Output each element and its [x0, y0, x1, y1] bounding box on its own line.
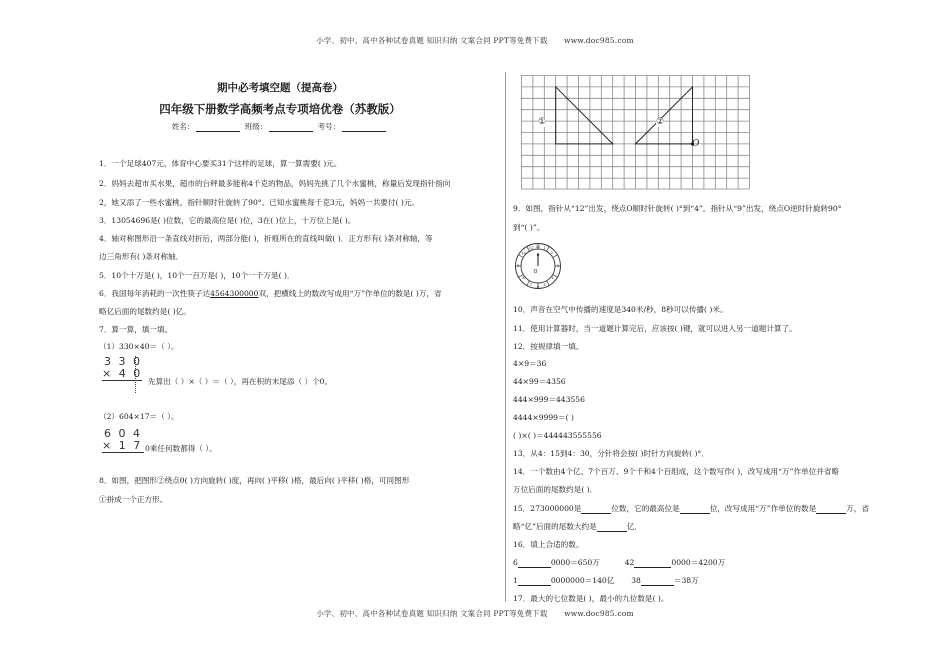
question-15-line-1 — [513, 503, 869, 514]
svg-text:10: 10 — [521, 251, 526, 256]
question-3: 3．13054696是( )位数，它的最高位是( )位，3在( )位上，十万位上是( )。 — [99, 216, 356, 225]
question-17: 17．最大的七位数是( )，最小的九位数是( )。 — [513, 594, 669, 603]
question-12: 12．按规律填一填。 — [513, 342, 584, 351]
q16-r1-b-blank[interactable] — [634, 559, 671, 568]
header-site: www.doc985.com — [564, 36, 634, 45]
question-13: 13．从4：15到4：30，分针将会按( )时针方向旋转( )°． — [513, 449, 709, 458]
name-blank[interactable] — [196, 123, 240, 132]
question-9-line-2: 到“( )”。 — [513, 223, 545, 232]
svg-text:3: 3 — [556, 264, 559, 269]
svg-text:7: 7 — [529, 283, 533, 287]
question-11: 11．使用计算器时，当一道题计算完后，应该按( )键，就可以进入另一道题计算了。 — [513, 324, 797, 333]
svg-text:11: 11 — [528, 245, 534, 250]
triangle-shape-2 — [636, 87, 693, 144]
q16-r2-b-blank[interactable] — [641, 577, 674, 586]
svg-text:9: 9 — [517, 264, 520, 269]
shape-1-label: ① — [538, 117, 547, 127]
pattern-line-3: 444×999＝443556 — [513, 395, 585, 404]
question-7: 7．算一算，填一填。 — [99, 325, 173, 334]
column-divider — [505, 72, 506, 602]
q15-text-d: 万，省 — [846, 504, 869, 513]
question-14-line-1: 14．一个数由4个亿、7个百万、9个千和4个百组成，这个数写作( )，改写成用“万”作单位并省略 — [513, 467, 840, 476]
q6-suffix: 双，把横线上的数改写成用“万”作单位的数是( )万，省 — [258, 289, 442, 298]
question-14-line-2: 万位后面的尾数约是( )． — [513, 485, 598, 494]
result-rule — [102, 380, 142, 381]
question-4-line-1: 4．轴对称图形沿一条直线对折后，两部分能( )，折痕所在的直线叫做( )．正方形有( )条对称轴，等 — [99, 234, 433, 243]
shape-2-label: ② — [656, 117, 665, 127]
pattern-line-1: 4×9＝36 — [513, 359, 547, 368]
multiplicand: 6 0 4 — [104, 427, 142, 440]
q15-blank-3[interactable] — [816, 505, 846, 514]
q15-text-c: 位，改写成用“万”作单位的数是 — [709, 504, 817, 513]
q6-underlined-number: 4564300000 — [210, 289, 259, 298]
question-7-part-1-instruction: 先算出（ ）×（ ）＝（ ），再在积的末尾添（ ）个0。 — [148, 377, 333, 386]
result-rule — [102, 452, 144, 453]
svg-text:8: 8 — [522, 276, 525, 280]
dotted-guide-line — [135, 356, 136, 393]
name-label: 姓名： — [171, 122, 195, 131]
svg-text:12: 12 — [535, 244, 541, 249]
multiplier: × 4 0 — [102, 367, 143, 380]
question-16-row-1 — [513, 557, 725, 568]
q16-r2-b-prefix: 38 — [631, 576, 641, 585]
pattern-line-5: ( )×( )＝444443555556 — [513, 431, 602, 440]
class-blank[interactable] — [269, 123, 313, 132]
q15-text-a: 15．273000000是 — [513, 504, 582, 513]
question-10: 10．声音在空气中传播的速度是340米/秒，8秒可以传播( )米。 — [513, 305, 728, 314]
clock-figure — [514, 242, 562, 290]
q16-r2-a-prefix: 1 — [513, 576, 518, 585]
pattern-line-2: 44×99＝4356 — [513, 377, 566, 386]
question-16-row-2 — [513, 575, 699, 586]
q15-blank-2[interactable] — [680, 505, 710, 514]
svg-text:4: 4 — [551, 276, 554, 280]
grid-figure — [521, 75, 751, 191]
clock-center-label: O — [533, 269, 538, 275]
exam-number-label: 考号： — [317, 122, 341, 131]
q16-r1-a-blank[interactable] — [518, 559, 551, 568]
pattern-line-4: 4444×9999＝( ) — [513, 413, 574, 422]
q16-r2-a-blank[interactable] — [518, 577, 551, 586]
svg-text:6: 6 — [536, 284, 540, 289]
question-5: 5．10个十万是( )，10个一百万是( )，10个一千万是( )． — [99, 271, 295, 280]
question-6-line-1 — [99, 288, 442, 299]
q16-r1-a-suffix: 0000＝650万 — [550, 558, 600, 567]
point-o-label: O — [692, 139, 700, 149]
q16-r1-b-prefix: 42 — [624, 558, 635, 567]
question-16: 16．填上合适的数。 — [513, 540, 584, 549]
svg-text:5: 5 — [543, 283, 546, 287]
page-footer — [0, 608, 950, 619]
q16-r1-b-suffix: 0000＝4200万 — [671, 558, 726, 567]
page-header — [0, 35, 950, 46]
question-1: 1．一个足球407元，体育中心要买31个这样的足球，算一算需要( )元。 — [99, 159, 342, 168]
question-15-line-2 — [513, 521, 642, 532]
q16-r2-b-suffix: ＝38万 — [673, 576, 699, 585]
paper-subtitle: 四年级下册数学高频考点专项培优卷（苏教版） — [159, 102, 401, 116]
triangle-shape-1 — [556, 87, 613, 144]
question-6-line-2: 略亿后面的尾数约是( )亿。 — [99, 307, 191, 316]
q15-blank-1[interactable] — [581, 505, 611, 514]
question-2-line-1: 2．妈妈去超市买水果，超市的台秤最多能称4千克的物品，妈妈先挑了几个水蜜桃，称量后发现指针指向 — [99, 179, 451, 188]
question-7-part-2: （2）604×17＝（ ）。 — [99, 412, 179, 421]
question-7-part-2-instruction: 0乘任何数都得（ ）。 — [145, 444, 217, 453]
question-8-line-1: 8．如图，把图形②绕点0( )方向旋转( )度，再向( )平移( )格，最后向( )平移( )格，可同图形 — [99, 476, 410, 485]
q15-text-e: 略“亿”后面的尾数大约是 — [513, 522, 597, 531]
svg-text:1: 1 — [543, 245, 546, 250]
student-info-bar — [80, 121, 480, 132]
header-text: 小学、初中、高中各种试卷真题 知识归纳 文案合同 PPT等免费下载 — [316, 36, 548, 45]
q15-text-f: 亿． — [626, 522, 642, 531]
question-9-line-1: 9．如图，指针从“12”出发，绕点O顺时针旋转( )°到“4”。指针从“9”出发，绕点O逆时针旋转90° — [513, 204, 842, 213]
q16-r2-a-suffix: 0000000＝140亿 — [550, 576, 615, 585]
multiplicand: 3 3 0 — [104, 355, 142, 368]
multiplier: × 1 7 — [102, 439, 143, 452]
q15-blank-4[interactable] — [597, 523, 627, 532]
q16-r1-a-prefix: 6 — [513, 558, 518, 567]
question-8-line-2: ①拼成一个正方形。 — [99, 495, 168, 504]
q6-prefix: 6．我国每年消耗的一次性筷子达 — [99, 289, 211, 298]
footer-site: www.doc985.com — [564, 609, 634, 618]
question-7-part-1: （1）330×40＝（ ）。 — [99, 342, 179, 351]
q15-text-b: 位数，它的最高位是 — [611, 504, 680, 513]
question-2-line-2: 2，她又添了一些水蜜桃，指针顺时针旋转了90°。已知水蜜桃每千克3元，妈妈一共要付( )元。 — [99, 198, 420, 207]
footer-text: 小学、初中、高中各种试卷真题 知识归纳 文案合同 PPT等免费下载 — [316, 609, 548, 618]
class-label: 班级： — [244, 122, 268, 131]
exam-number-blank[interactable] — [342, 123, 386, 132]
svg-text:2: 2 — [550, 251, 554, 255]
question-4-line-2: 边三角形有( )条对称轴． — [99, 252, 184, 261]
paper-title: 期中必考填空题（提高卷） — [217, 82, 343, 94]
